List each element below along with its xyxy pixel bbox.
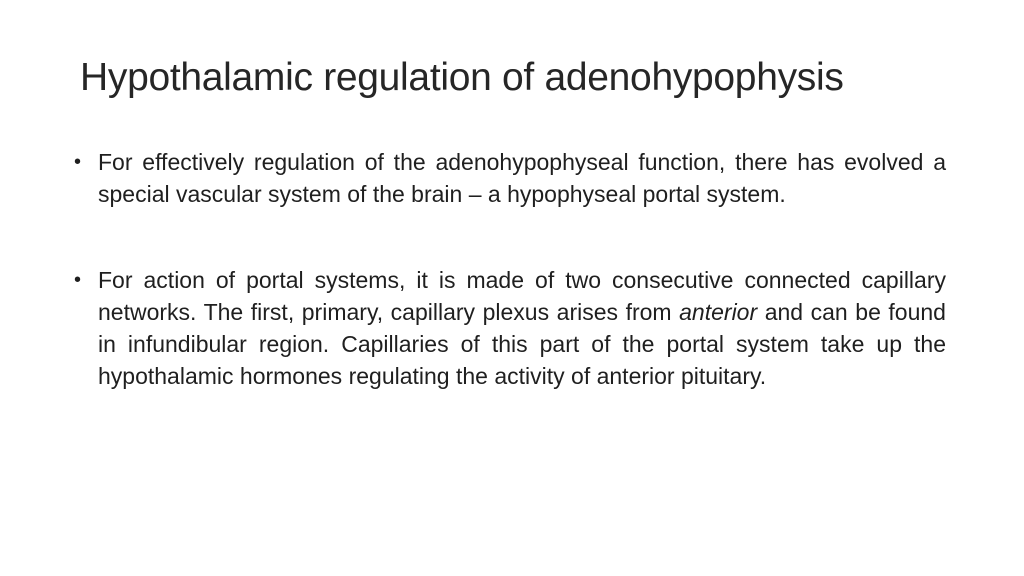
slide-title: Hypothalamic regulation of adenohypophysis (80, 56, 844, 99)
bullet-text-before: For action of portal systems, it is made of two consecutive connected capillary networks. The first, primary, capillary plexus arises from (98, 267, 946, 325)
bullet-marker: • (74, 269, 82, 291)
bullet-item-portal-systems (74, 264, 946, 392)
bullet-emphasis: anterior (679, 299, 758, 325)
bullet-item-vascular-system (74, 146, 946, 210)
bullet-text: For effectively regulation of the adenohypophyseal function, there has evolved a special vascular system of the brain – a hypophyseal portal system. (98, 149, 946, 207)
bullet-list (74, 146, 946, 392)
bullet-marker: • (74, 151, 82, 173)
bullet-text-after: and can be found in infundibular region. Capillaries of this part of the portal system take up the hypothalamic hormones regulating the activity of anterior pituitary. (98, 299, 946, 389)
